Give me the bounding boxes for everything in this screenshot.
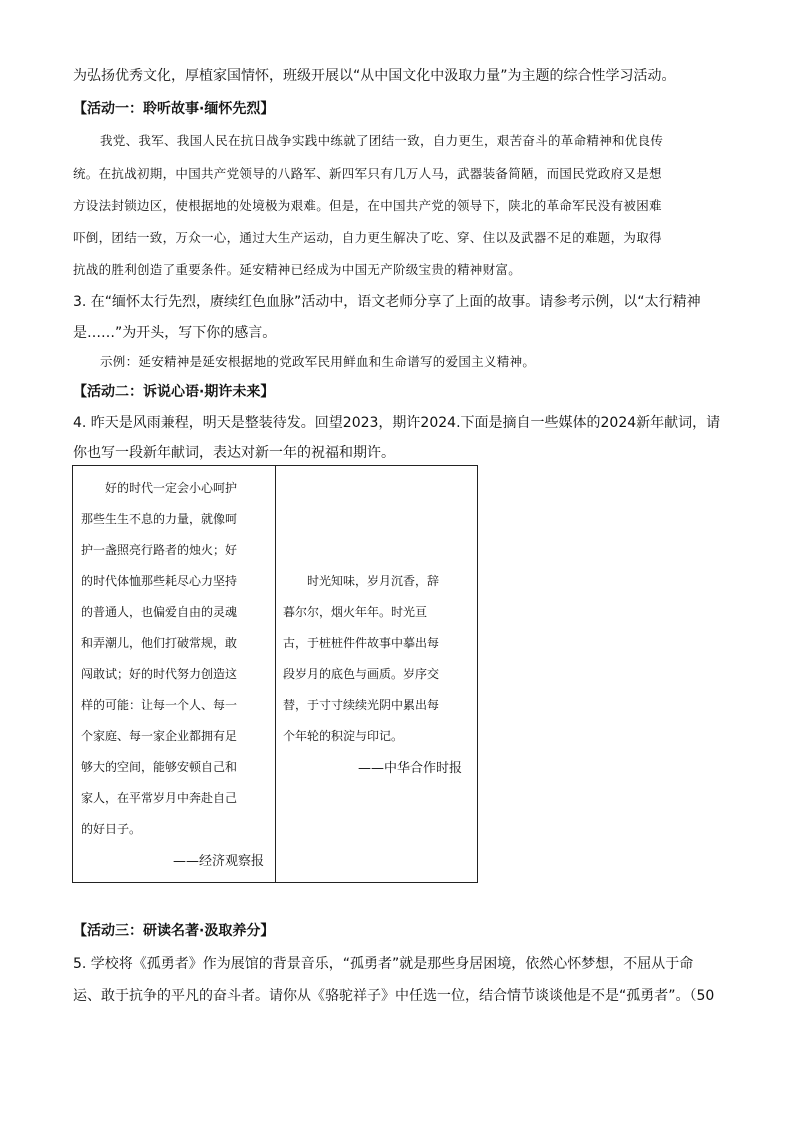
cell-line: 替，于寸寸续续光阴中累出每 xyxy=(283,698,440,712)
source-attribution: ——经济观察报 xyxy=(173,854,265,869)
cell-line: 够大的空间，能够安顿自己和 xyxy=(81,760,238,774)
cell-line: 的好日子。 xyxy=(81,822,142,836)
story-line: 吓倒，团结一致，万众一心，通过大生产运动，自力更生解决了吃、穿、住以及武器不足的难题，为取得 xyxy=(73,230,662,245)
cell-line: 护一盏照亮行路者的烛火；好 xyxy=(81,543,238,557)
intro-paragraph: 为弘扬优秀文化，厚植家国情怀，班级开展以“从中国文化中汲取力量”为主题的综合性学习活动。 xyxy=(73,68,676,84)
cell-line: 的普通人，也偏爱自由的灵魂 xyxy=(81,605,238,619)
table-divider xyxy=(275,466,276,882)
source-attribution: ——中华合作时报 xyxy=(358,761,463,776)
activity1-heading: 【活动一：聆听故事·缅怀先烈】 xyxy=(73,101,275,117)
question-5-line: 5. 学校将《孤勇者》作为展馆的背景音乐，“孤勇者”就是那些身居困境，依然心怀梦想，不屈从于命 xyxy=(73,956,694,972)
new-year-address-table xyxy=(72,465,478,883)
cell-line: 的时代体恤那些耗尽心力坚持 xyxy=(81,574,238,588)
activity2-heading: 【活动二：诉说心语·期许未来】 xyxy=(73,384,275,400)
story-line: 抗战的胜利创造了重要条件。延安精神已经成为中国无产阶级宝贵的精神财富。 xyxy=(73,262,522,277)
activity3-heading: 【活动三：研读名著·汲取养分】 xyxy=(73,923,275,939)
cell-line: 家人，在平常岁月中奔赴自己 xyxy=(81,791,238,805)
question-3-line: 是……”为开头，写下你的感言。 xyxy=(73,325,277,341)
cell-line: 和弄潮儿，他们打破常规，敢 xyxy=(81,636,238,650)
cell-line: 个年轮的积淀与印记。 xyxy=(283,729,404,743)
cell-line: 闯敢试；好的时代努力创造这 xyxy=(81,667,238,681)
cell-line: 段岁月的底色与画质。岁序交 xyxy=(283,667,440,681)
cell-line: 个家庭、每一家企业都拥有足 xyxy=(81,729,238,743)
cell-line: 暮尔尔，烟火年年。时光亘 xyxy=(283,605,428,619)
story-line: 统。在抗战初期，中国共产党领导的八路军、新四军只有几万人马，武器装备简陋，而国民党政府又是想 xyxy=(73,166,662,181)
cell-line: 好的时代一定会小心呵护 xyxy=(81,481,238,495)
cell-line: 那些生生不息的力量，就像呵 xyxy=(81,512,238,526)
question-3-line: 3. 在“缅怀太行先烈，赓续红色血脉”活动中，语文老师分享了上面的故事。请参考示例，以“太行精神 xyxy=(73,294,701,310)
example-sentence: 示例：延安精神是延安根据地的党政军民用鲜血和生命谱写的爱国主义精神。 xyxy=(100,354,536,369)
cell-line: 时光知味，岁月沉香，辞 xyxy=(283,574,440,588)
question-4-line: 4. 昨天是风雨兼程，明天是整装待发。回望2023，期许2024.下面是摘自一些媒体的2024新年献词，请 xyxy=(73,415,721,431)
story-line: 我党、我军、我国人民在抗日战争实践中练就了团结一致，自力更生，艰苦奋斗的革命精神和优良传 xyxy=(100,133,664,148)
story-line: 方设法封锁边区，使根据地的处境极为艰难。但是，在中国共产党的领导下，陕北的革命军民没有被困难 xyxy=(73,198,662,213)
question-4-line: 你也写一段新年献词，表达对新一年的祝福和期许。 xyxy=(73,445,395,461)
question-5-line: 运、敢于抗争的平凡的奋斗者。请你从《骆驼祥子》中任选一位，结合情节谈谈他是不是“孤勇者”。（50 xyxy=(73,988,715,1004)
cell-line: 样的可能：让每一个人、每一 xyxy=(81,698,238,712)
cell-line: 古，于桩桩件件故事中摹出每 xyxy=(283,636,440,650)
